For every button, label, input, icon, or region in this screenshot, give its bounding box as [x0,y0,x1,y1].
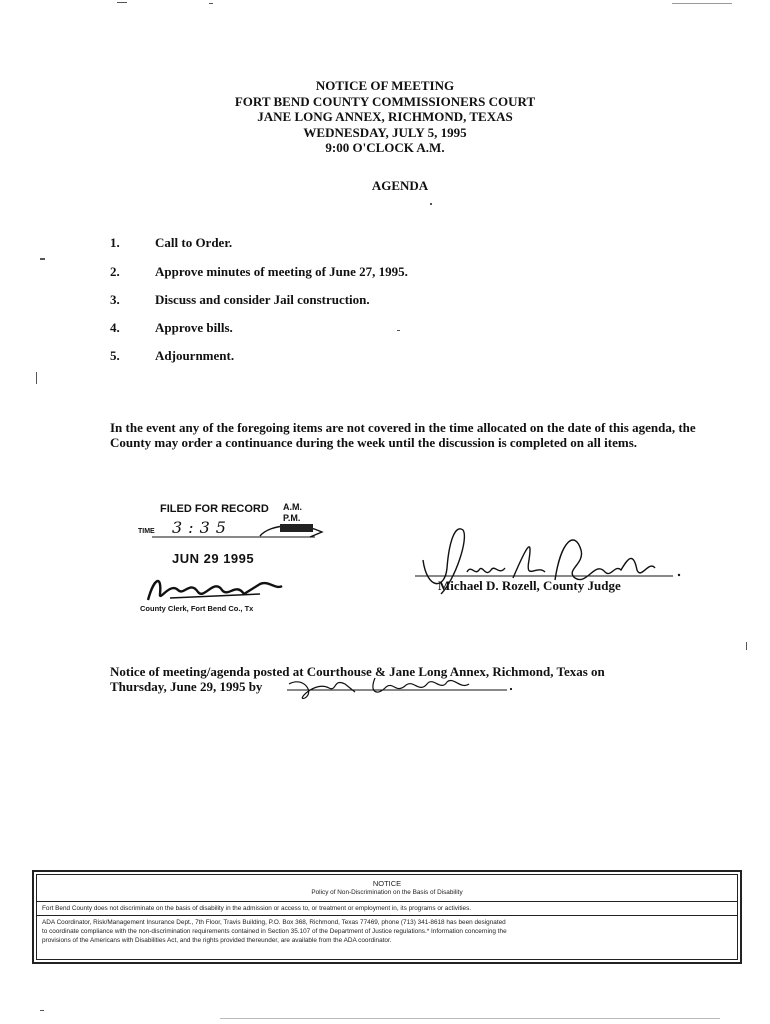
stamp-clerk-name: County Clerk, Fort Bend Co., Tx [140,604,254,613]
agenda-item-text: Approve minutes of meeting of June 27, 1995. [155,264,408,279]
ada-notice-line: to coordinate compliance with the non-discrimination requirements contained in Section 35.107 of the Department of Justice regulations.* Information concerning the [42,928,507,935]
posting-notice-line2: Thursday, June 29, 1995 by [110,679,263,694]
agenda-item-text: Discuss and consider Jail construction. [155,292,370,307]
header-court-name: FORT BEND COUNTY COMMISSIONERS COURT [234,93,536,109]
scan-artifact [36,372,37,384]
scan-artifact [117,2,127,3]
ada-notice-box [32,870,742,964]
ada-notice-subtitle: Policy of Non-Discrimination on the Basis of Disability [311,889,463,896]
stamp-pm: P.M. [283,513,301,523]
ada-notice-line: provisions of the Americans with Disabilities Act, and the rights provided thereunder, are available from the ADA coordinator. [42,937,392,944]
scan-artifact [672,3,732,4]
scan-artifact [40,258,45,260]
agenda-item [110,235,232,251]
agenda-item-number: 4. [110,320,120,335]
ada-notice-line: Fort Bend County does not discriminate on the basis of disability in the admission or access to, or treatment or employment in, its programs or activities. [42,905,472,912]
stamp-date: JUN 29 1995 [172,551,255,566]
ada-notice-title: NOTICE [372,879,402,888]
meeting-header [0,78,770,156]
agenda-item-text: Adjournment. [155,348,235,363]
posting-notice-line1: Notice of meeting/agenda posted at Courthouse & Jane Long Annex, Richmond, Texas on [110,664,605,679]
agenda-item-number: 5. [110,348,120,363]
posting-signature [285,672,515,704]
scan-artifact [220,1018,720,1019]
header-time: 9:00 O'CLOCK A.M. [325,140,445,155]
agenda-item-number: 3. [110,292,120,307]
judge-name-line: Michael D. Rozell, County Judge [438,578,621,593]
agenda-item [110,320,233,336]
scan-artifact [209,3,213,4]
agenda-item-text: Approve bills. [155,320,233,335]
judge-signature [405,520,695,610]
clerk-signature [140,572,290,608]
continuance-paragraph: In the event any of the foregoing items are not covered in the time allocated on the date of this agenda, the County may order a continuance during the week until the discussion is completed on all items. [110,420,696,450]
scan-artifact [397,330,400,331]
stamp-time-line [150,510,325,540]
header-date: WEDNESDAY, JULY 5, 1995 [303,124,467,140]
agenda-item-number: 2. [110,264,120,279]
scan-artifact [430,203,432,205]
agenda-item-number: 1. [110,235,120,250]
agenda-item [110,348,234,364]
ada-notice-line: ADA Coordinator, Risk/Management Insurance Dept., 7th Floor, Travis Building, P.O. Box 368, Richmond, Texas 77469, phone (713) 341-8618 has been designated [42,919,506,926]
agenda-item [110,264,408,280]
filed-stamp-title: FILED FOR RECORD [160,503,269,515]
agenda-title: AGENDA [371,178,429,193]
scan-artifact [40,1010,44,1011]
stamp-time-label: TIME [138,528,155,535]
stamp-time-value: 3:35 [172,518,232,537]
scan-artifact [746,642,747,650]
header-location: JANE LONG ANNEX, RICHMOND, TEXAS [257,109,513,124]
stamp-am: A.M. [283,502,302,512]
agenda-item [110,292,370,308]
header-notice-title: NOTICE OF MEETING [315,78,455,93]
agenda-item-text: Call to Order. [155,235,233,250]
